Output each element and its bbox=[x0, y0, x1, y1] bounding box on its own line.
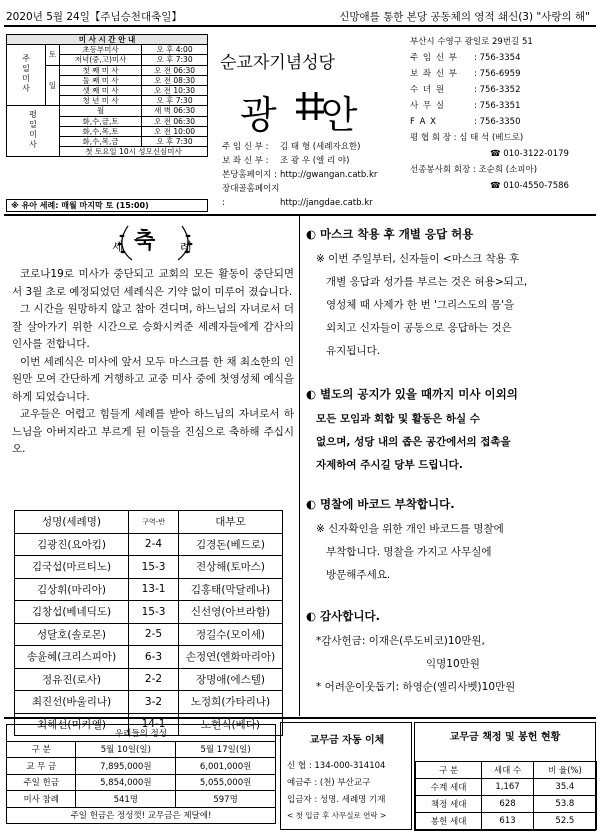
offering-footer: 주일 헌금은 정성껏! 교무금은 제달에! bbox=[7, 807, 276, 824]
mass-name: 셋 째 미 사 bbox=[60, 85, 142, 95]
tithe-title: 교무금 책정 및 봉헌 현황 bbox=[449, 732, 561, 743]
daily-mass-label: 평일미사 bbox=[28, 110, 38, 151]
council-chair-phone: ☎ 010-3122-0179 bbox=[490, 149, 569, 159]
table-cell: 3-2 bbox=[129, 691, 179, 714]
column-header: 구역-반 bbox=[129, 511, 179, 534]
notice-heading: ◐ 감사합니다. bbox=[306, 609, 380, 623]
table-cell: 장명애(에스텔) bbox=[179, 668, 283, 691]
table-row bbox=[7, 791, 276, 808]
table-row bbox=[416, 779, 597, 796]
notice-line: *감사헌금: 이재은(루도비코)10만원, bbox=[316, 635, 485, 647]
tithe-status-box bbox=[414, 722, 596, 831]
depositor-note: 입금자 : 성명. 세례명 기재 bbox=[287, 795, 386, 805]
notice-body bbox=[316, 408, 594, 477]
table-cell: 김국섭(마르티노) bbox=[15, 556, 129, 579]
notice-body bbox=[316, 518, 594, 587]
mass-time: 오 후 7:30 bbox=[142, 96, 208, 106]
offering-title: 우리들의 정성 bbox=[7, 725, 276, 742]
contact-row: 보 좌 신 부 : 756-6959 bbox=[410, 69, 521, 79]
table-cell: 7,895,000원 bbox=[76, 758, 176, 775]
infant-baptism-note: ※ 유아 세례: 매월 마지막 토 (15:00) bbox=[6, 199, 208, 212]
address: 부산시 수영구 광일로 29번길 51 bbox=[410, 37, 533, 47]
table-cell: 613 bbox=[482, 813, 533, 830]
table-row bbox=[15, 601, 283, 624]
hospice-chair-phone: ☎ 010-4550-7586 bbox=[490, 181, 569, 191]
column-header: 구 분 bbox=[416, 762, 482, 779]
homepage-link[interactable]: 본당홈페이지 : http://gwangan.catb.kr bbox=[222, 170, 378, 180]
mass-time: 오 전 08:30 bbox=[142, 75, 208, 85]
mass-time: 오 전 06:30 bbox=[142, 116, 208, 126]
notice-body bbox=[316, 630, 594, 699]
baptism-title-char: 축 bbox=[134, 229, 156, 254]
paragraph: 교우들은 어렵고 힘들게 세례를 받아 하느님의 자녀로서 하느님을 아버지라고 부르게 된 이들을 진심으로 축하해 주십시오. bbox=[12, 408, 294, 455]
baptism-title-char: 세 bbox=[112, 240, 124, 254]
mass-time: 새 벽 06:30 bbox=[142, 106, 208, 116]
table-cell: 최해선(미카엘) bbox=[15, 713, 129, 736]
table-cell: 김경돈(베드로) bbox=[179, 533, 283, 556]
column-header: 성명(세례명) bbox=[15, 511, 129, 534]
mass-time: 오 후 7:30 bbox=[142, 55, 208, 65]
mass-name: 화,수,목,토 bbox=[60, 126, 142, 136]
table-row bbox=[15, 623, 283, 646]
date-line: 2020년 5월 24일【주님승천대축일】 bbox=[6, 11, 182, 23]
sunday-label: 일 bbox=[46, 65, 60, 106]
table-cell: 김상휘(마리아) bbox=[15, 578, 129, 601]
staff-assistant: 보 좌 신 부 : 조 광 우 (엘 리 야) bbox=[222, 156, 350, 166]
table-cell: 최진선(바울리나) bbox=[15, 691, 129, 714]
table-cell: 주일 헌금 bbox=[7, 774, 76, 791]
table-cell: 책정 세대 bbox=[416, 796, 482, 813]
table-cell: 정유진(로사) bbox=[15, 668, 129, 691]
table-row bbox=[15, 668, 283, 691]
transfer-title: 교무금 자동 이체 bbox=[309, 735, 385, 746]
contact-row: 수 녀 원 : 756-3352 bbox=[410, 85, 521, 95]
theme-line: 신망애를 통한 본당 공동체의 영적 쇄신(3) "사랑의 해" bbox=[339, 11, 590, 23]
column-header: 대부모 bbox=[179, 511, 283, 534]
notice-line: 익명10만원 bbox=[426, 658, 480, 670]
notice-line: 없으며, 성당 내의 좁은 공간에서의 접촉을 bbox=[316, 436, 511, 448]
column-header: 5월 10일(일) bbox=[76, 741, 176, 758]
table-row bbox=[15, 556, 283, 579]
notice-line: 모든 모임과 회합 및 활동은 하실 수 bbox=[316, 413, 480, 425]
column-header: 세대 수 bbox=[482, 762, 533, 779]
table-cell: 15-3 bbox=[129, 601, 179, 624]
table-cell: 성달호(솔로몬) bbox=[15, 623, 129, 646]
saturday-label: 토 bbox=[46, 45, 60, 65]
contact-row: F A X : 756-3350 bbox=[410, 117, 521, 127]
lattice-logo-icon bbox=[292, 88, 328, 124]
table-cell: 53.8 bbox=[533, 796, 596, 813]
jangdae-link[interactable]: 장대골홈페이지 : http://jangdae.catb.kr bbox=[222, 184, 373, 208]
table-row bbox=[15, 533, 283, 556]
notice-line: 자제하여 주시길 당부 드립니다. bbox=[316, 459, 463, 471]
table-row bbox=[416, 796, 597, 813]
table-cell: 35.4 bbox=[533, 779, 596, 796]
table-cell: 13-1 bbox=[129, 578, 179, 601]
contact-row: 주 임 신 부 : 756-3354 bbox=[410, 53, 521, 63]
hospice-chair: 선종봉사회 회장 : 조순희 (소피아) bbox=[410, 165, 538, 175]
mass-name: 초등부미사 bbox=[60, 45, 142, 55]
table-cell: 2-5 bbox=[129, 623, 179, 646]
table-row bbox=[15, 578, 283, 601]
table-row bbox=[15, 691, 283, 714]
table-row bbox=[15, 646, 283, 669]
notice-line: ※ 이번 주일부터, 신자들이 <마스크 착용 후 bbox=[316, 253, 520, 265]
table-cell: 2-4 bbox=[129, 533, 179, 556]
notice-line: ※ 신자확인을 위한 개인 바코드를 명찰에 bbox=[316, 523, 504, 535]
notice-line: 유지됩니다. bbox=[326, 345, 381, 357]
title-char-left: 광 bbox=[240, 93, 277, 137]
mass-time: 오 전 10:00 bbox=[142, 126, 208, 136]
table-cell: 5,055,000원 bbox=[176, 774, 276, 791]
notice-line: * 어려운이웃돕기: 하영순(엘리사벳)10만원 bbox=[316, 681, 516, 693]
column-header: 5월 17일(일) bbox=[176, 741, 276, 758]
table-cell: 수계 세대 bbox=[416, 779, 482, 796]
table-cell: 6,001,000원 bbox=[176, 758, 276, 775]
bank-account: 신 협 : 134-000-314104 bbox=[287, 761, 386, 771]
table-cell: 교 무 금 bbox=[7, 758, 76, 775]
table-row bbox=[7, 758, 276, 775]
notice-heading: ◐ 명찰에 바코드 부착합니다. bbox=[306, 497, 455, 511]
table-cell: 628 bbox=[482, 796, 533, 813]
staff-pastor: 주 임 신 부 : 김 태 형 (세례자요한) bbox=[222, 142, 361, 152]
baptism-title-char: 례 bbox=[180, 240, 192, 254]
column-divider bbox=[299, 216, 300, 716]
table-cell: 김광진(요아킴) bbox=[15, 533, 129, 556]
mass-name: 둘 째 미 사 bbox=[60, 75, 142, 85]
mass-times-table bbox=[6, 34, 208, 157]
table-cell: 1,167 bbox=[482, 779, 533, 796]
mass-time: 오 전 06:30 bbox=[142, 65, 208, 75]
table-cell: 노현식(베다) bbox=[179, 713, 283, 736]
column-header: 구 분 bbox=[7, 741, 76, 758]
mass-name: 화,수,목,금 bbox=[60, 136, 142, 146]
offering-table bbox=[6, 724, 276, 824]
table-cell: 송윤혜(크리스피아) bbox=[15, 646, 129, 669]
contact-note: < 첫 입금 후 사무실로 연락 > bbox=[287, 811, 387, 820]
bulletin-header bbox=[4, 6, 596, 26]
table-cell: 손정연(엔화마리아) bbox=[179, 646, 283, 669]
section-divider bbox=[4, 214, 596, 216]
title-char-right: 안 bbox=[320, 93, 358, 137]
notice-line: 외치고 신자들이 공동으로 응답하는 것은 bbox=[326, 322, 512, 334]
table-cell: 5,854,000원 bbox=[76, 774, 176, 791]
notice-line: 부착합니다. 명찰을 가지고 사무실에 bbox=[326, 546, 492, 558]
parish-name: 순교자기념성당 bbox=[220, 53, 335, 73]
section-divider bbox=[4, 717, 596, 719]
mass-time: 오 후 7:30 bbox=[142, 136, 208, 146]
notice-body bbox=[316, 248, 594, 363]
mass-title: 미 사 시 간 안 내 bbox=[7, 35, 208, 45]
baptism-table bbox=[14, 510, 283, 736]
contact-row: 사 무 실 : 756-3351 bbox=[410, 101, 521, 111]
mass-name: 저녁(중,고)미사 bbox=[60, 55, 142, 65]
mass-time: 오 전 10:30 bbox=[142, 85, 208, 95]
table-row bbox=[7, 774, 276, 791]
table-cell: 김창섭(베네딕도) bbox=[15, 601, 129, 624]
paragraph: 이번 세례식은 미사에 앞서 모두 마스크를 한 채 최소한의 인원만 모여 간단하게 거행하고 교중 미사 중에 첫영성체 예식을 하게 되었습니다. bbox=[12, 355, 294, 403]
column-header: 비 율(%) bbox=[533, 762, 596, 779]
contacts-block bbox=[410, 34, 596, 194]
first-saturday-mass: 첫 토요일 10시 성모신심미사 bbox=[60, 147, 208, 157]
table-cell: 봉헌 세대 bbox=[416, 813, 482, 830]
sunday-mass-label: 주일미사 bbox=[21, 54, 31, 95]
paragraph: 코로나19로 미사가 중단되고 교회의 모든 활동이 중단되면서 3월 초로 예정되었던 세례식은 기약 없이 미루어 졌습니다. bbox=[12, 268, 294, 298]
notice-line: 개별 응답과 성가를 부르는 것은 허용>되고, bbox=[326, 276, 528, 288]
mass-name: 화,수,금,토 bbox=[60, 116, 142, 126]
mass-time: 오 후 4:00 bbox=[142, 45, 208, 55]
council-chair: 평 협 회 장 : 심 태 석 (베드로) bbox=[410, 133, 524, 143]
table-cell: 541명 bbox=[76, 791, 176, 808]
notice-heading: ◐ 마스크 착용 후 개별 응답 허용 bbox=[306, 227, 474, 241]
table-cell: 노정희(가타리나) bbox=[179, 691, 283, 714]
table-cell: 미사 참례 bbox=[7, 791, 76, 808]
notice-heading: ◐ 별도의 공지가 있을 때까지 미사 이외의 bbox=[306, 387, 518, 401]
notice-line: 방문해주세요. bbox=[326, 569, 391, 581]
table-cell: 신선영(아브라함) bbox=[179, 601, 283, 624]
table-cell: 14-1 bbox=[129, 713, 179, 736]
table-cell: 정길수(모이세) bbox=[179, 623, 283, 646]
table-cell: 597명 bbox=[176, 791, 276, 808]
table-row bbox=[7, 807, 276, 824]
mass-name: 월 bbox=[60, 106, 142, 116]
baptism-article bbox=[12, 266, 294, 459]
table-cell: 52.5 bbox=[533, 813, 596, 830]
baptism-heading bbox=[80, 222, 230, 262]
table-row bbox=[416, 813, 597, 830]
auto-transfer-box bbox=[280, 722, 412, 830]
table-cell: 전상해(토마스) bbox=[179, 556, 283, 579]
mass-name: 첫 째 미 사 bbox=[60, 65, 142, 75]
table-cell: 6-3 bbox=[129, 646, 179, 669]
paragraph: 그 시간을 원망하지 않고 참아 견디며, 하느님의 자녀로서 더 잘 살아가기 위한 시간으로 승화시켜준 세례자들에게 감사의 인사를 전합니다. bbox=[12, 303, 294, 350]
table-cell: 15-3 bbox=[129, 556, 179, 579]
table-cell: 2-2 bbox=[129, 668, 179, 691]
table-cell: 김홍태(막달레나) bbox=[179, 578, 283, 601]
notice-line: 영성체 때 사제가 한 번 '그리스도의 몸'을 bbox=[326, 299, 515, 311]
header-divider bbox=[4, 25, 596, 27]
account-holder: 예금주 : (천) 부산교구 bbox=[287, 778, 371, 788]
title-block bbox=[212, 34, 392, 214]
mass-name: 청 년 미 사 bbox=[60, 96, 142, 106]
